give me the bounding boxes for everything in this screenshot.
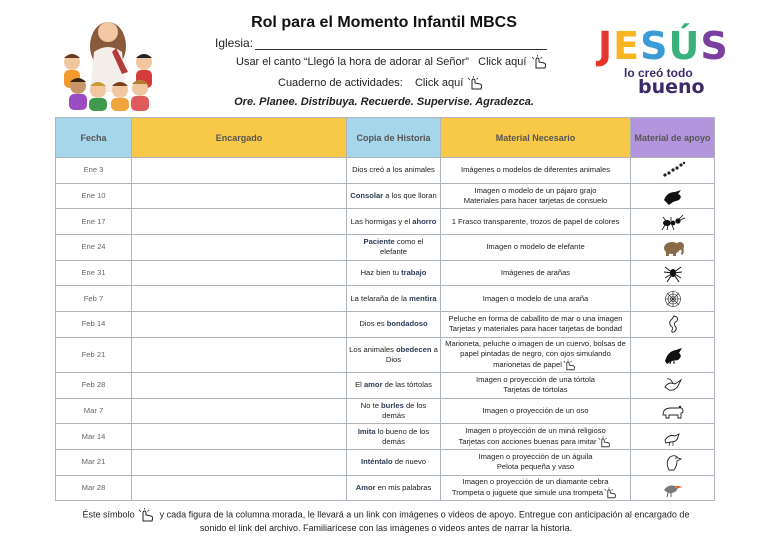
cell-encargado[interactable] bbox=[132, 372, 347, 398]
pointer-hand-icon[interactable] bbox=[466, 76, 486, 90]
cell-apoyo[interactable] bbox=[631, 398, 715, 424]
footer-pre: Éste símbolo bbox=[82, 509, 135, 520]
copia-pre: Las hormigas y el bbox=[350, 216, 413, 226]
cell-encargado[interactable] bbox=[132, 183, 347, 209]
cell-encargado[interactable] bbox=[132, 260, 347, 286]
copia-pre: No te bbox=[360, 400, 382, 410]
table-row bbox=[56, 235, 715, 261]
cell-encargado[interactable] bbox=[132, 312, 347, 338]
elephant-icon[interactable] bbox=[659, 237, 687, 257]
cell-material bbox=[441, 209, 631, 235]
cell-fecha: Feb 14 bbox=[56, 312, 132, 338]
table-row bbox=[56, 398, 715, 424]
cell-copia bbox=[347, 312, 441, 338]
material-line-1: Imagen o modelo de elefante bbox=[486, 242, 585, 252]
copia-keyword: Paciente bbox=[363, 237, 395, 247]
cuaderno-label: Cuaderno de actividades: bbox=[278, 76, 403, 89]
logo-line3: bueno bbox=[638, 76, 705, 98]
copia-keyword: Amor bbox=[355, 482, 376, 492]
raven-icon[interactable] bbox=[659, 345, 687, 365]
cell-fecha: Ene 31 bbox=[56, 260, 132, 286]
copia-keyword: bondadoso bbox=[386, 319, 428, 329]
cell-fecha: Mar 28 bbox=[56, 475, 132, 501]
table-row bbox=[56, 158, 715, 184]
material-line-1: Imágenes de arañas bbox=[500, 268, 571, 278]
material-line-1: 1 Frasco transparente, trozos de papel de colores bbox=[451, 216, 620, 226]
cell-apoyo[interactable] bbox=[631, 235, 715, 261]
table-row bbox=[56, 337, 715, 372]
copia-pre: Haz bien tu bbox=[360, 268, 402, 278]
cuaderno-link[interactable]: Click aquí bbox=[414, 76, 464, 89]
cell-encargado[interactable] bbox=[132, 475, 347, 501]
cell-copia bbox=[347, 398, 441, 424]
cell-fecha: Feb 7 bbox=[56, 286, 132, 312]
cell-material bbox=[441, 158, 631, 184]
copia-post: de las tórtolas bbox=[382, 380, 432, 390]
cell-apoyo[interactable] bbox=[631, 183, 715, 209]
cell-fecha: Mar 21 bbox=[56, 449, 132, 475]
copia-keyword: obedecen bbox=[396, 344, 432, 354]
table-row bbox=[56, 286, 715, 312]
pointer-hand-icon[interactable] bbox=[562, 359, 578, 371]
copia-keyword: trabajo bbox=[401, 268, 427, 278]
material-line-2: Trompeta o juguete que simule una trompeta bbox=[451, 487, 604, 497]
cell-encargado[interactable] bbox=[132, 398, 347, 424]
cell-fecha: Feb 28 bbox=[56, 372, 132, 398]
table-row bbox=[56, 312, 715, 338]
bird-icon[interactable] bbox=[659, 427, 687, 447]
cell-apoyo[interactable] bbox=[631, 372, 715, 398]
cell-material bbox=[441, 372, 631, 398]
cell-encargado[interactable] bbox=[132, 235, 347, 261]
spider-icon[interactable] bbox=[659, 263, 687, 283]
copia-pre: Dios es bbox=[359, 319, 387, 329]
cell-apoyo[interactable] bbox=[631, 209, 715, 235]
cell-fecha: Ene 3 bbox=[56, 158, 132, 184]
copia-post: en mis palabras bbox=[375, 482, 432, 492]
copia-keyword: Inténtalo bbox=[361, 457, 393, 467]
material-line-2: Materiales para hacer tarjetas de consuelo bbox=[463, 196, 608, 206]
cell-material bbox=[441, 475, 631, 501]
cell-copia bbox=[347, 209, 441, 235]
material-line-1: Peluche en forma de caballito de mar o una imagen bbox=[448, 314, 623, 324]
zebra-finch-icon[interactable] bbox=[659, 478, 687, 498]
material-line-1: Imagen o proyección de una tórtola bbox=[475, 375, 596, 385]
cuaderno-line bbox=[278, 76, 486, 90]
cell-encargado[interactable] bbox=[132, 158, 347, 184]
canto-line bbox=[236, 55, 550, 69]
table-row bbox=[56, 260, 715, 286]
col-header-material: Material Necesario bbox=[441, 118, 631, 158]
copia-pre: La telaraña de la bbox=[350, 293, 410, 303]
copia-keyword: amor bbox=[363, 380, 383, 390]
cell-copia bbox=[347, 449, 441, 475]
table-row bbox=[56, 183, 715, 209]
material-line-1: Imagen o proyección de un diamante cebra bbox=[462, 476, 609, 486]
cell-copia bbox=[347, 260, 441, 286]
eagle-icon[interactable] bbox=[659, 452, 687, 472]
copia-keyword: Consolar bbox=[350, 191, 384, 201]
cell-copia bbox=[347, 424, 441, 450]
footer-post: y cada figura de la columna morada, le llevará a un link con imágenes o videos de apoyo. Entregue con anticipación al encargado de sonido el link del archivo. Familiarícese con las imágenes o videos antes de narrar la historia. bbox=[159, 509, 690, 533]
cell-encargado[interactable] bbox=[132, 209, 347, 235]
cell-material bbox=[441, 235, 631, 261]
pointer-hand-icon bbox=[137, 508, 157, 522]
dove-icon[interactable] bbox=[659, 375, 687, 395]
cell-apoyo[interactable] bbox=[631, 475, 715, 501]
canto-link[interactable]: Click aquí bbox=[478, 55, 527, 68]
cell-copia bbox=[347, 183, 441, 209]
cell-material bbox=[441, 183, 631, 209]
copia-post: lo bueno de los demás bbox=[375, 426, 430, 446]
cell-material bbox=[441, 449, 631, 475]
material-line-2: Tarjetas y materiales para hacer tarjetas de bondad bbox=[448, 324, 623, 334]
cell-copia bbox=[347, 337, 441, 372]
cell-copia bbox=[347, 286, 441, 312]
table-row bbox=[56, 475, 715, 501]
col-header-fecha: Fecha bbox=[56, 118, 132, 158]
copia-post: a Dios bbox=[385, 344, 438, 364]
cell-apoyo[interactable] bbox=[631, 424, 715, 450]
ant-icon[interactable] bbox=[659, 212, 687, 232]
iglesia-blank bbox=[255, 37, 547, 50]
cell-material bbox=[441, 312, 631, 338]
material-line-2: Pelota pequeña y vaso bbox=[496, 462, 575, 472]
copia-pre: Dios creó a los animales bbox=[352, 165, 435, 175]
material-line-1: Imagen o proyección de un miná religioso bbox=[465, 425, 606, 435]
seahorse-icon[interactable] bbox=[659, 314, 687, 334]
material-line-1: Imagen o proyección de un águila bbox=[478, 452, 593, 462]
material-line-1: Imágenes o modelos de diferentes animales bbox=[460, 165, 610, 175]
motto: Ore. Planee. Distribuya. Recuerde. Supervise. Agradezca. bbox=[234, 96, 534, 108]
crow-icon[interactable] bbox=[659, 186, 687, 206]
copia-keyword: Imita bbox=[357, 426, 376, 436]
logo-line2: lo creó todo bbox=[624, 66, 693, 80]
col-header-apoyo: Material de apoyo bbox=[631, 118, 715, 158]
copia-post: a los que lloran bbox=[383, 191, 437, 201]
cell-fecha: Feb 21 bbox=[56, 337, 132, 372]
material-line-2: papel pintadas de negro, con ojos simulando bbox=[460, 348, 611, 358]
cell-apoyo[interactable] bbox=[631, 337, 715, 372]
pointer-hand-icon[interactable] bbox=[603, 487, 619, 499]
cell-fecha: Ene 10 bbox=[56, 183, 132, 209]
material-line-1: Imagen o modelo de una araña bbox=[482, 293, 589, 303]
col-header-copia: Copia de Historia bbox=[347, 118, 441, 158]
cell-apoyo[interactable] bbox=[631, 312, 715, 338]
pointer-hand-icon[interactable] bbox=[530, 55, 550, 69]
copia-pre: El bbox=[355, 380, 364, 390]
material-line-1: Marioneta, peluche o imagen de un cuervo, bolsas de bbox=[445, 338, 626, 348]
copia-pre: Los animales bbox=[349, 344, 397, 354]
cell-apoyo[interactable] bbox=[631, 158, 715, 184]
material-line-2: Tarjetas de tórtolas bbox=[503, 385, 568, 395]
cell-apoyo[interactable] bbox=[631, 449, 715, 475]
cell-encargado[interactable] bbox=[132, 449, 347, 475]
canto-text: Usar el canto “Llegó la hora de adorar al Señor” bbox=[236, 55, 469, 68]
logo-word: JESÚS bbox=[598, 24, 729, 68]
material-line-3: marionetas de papel bbox=[493, 359, 562, 369]
material-line-1: Imagen o proyección de un oso bbox=[482, 405, 589, 415]
material-line-1: Imagen o modelo de un pájaro grajo bbox=[474, 186, 597, 196]
bear-icon[interactable] bbox=[659, 401, 687, 421]
cell-apoyo[interactable] bbox=[631, 260, 715, 286]
table-row bbox=[56, 209, 715, 235]
iglesia-line bbox=[215, 36, 547, 50]
footer-note bbox=[76, 508, 696, 534]
iglesia-label: Iglesia: bbox=[215, 36, 254, 50]
table-row bbox=[56, 449, 715, 475]
cell-material bbox=[441, 286, 631, 312]
cell-fecha: Mar 14 bbox=[56, 424, 132, 450]
table-row bbox=[56, 372, 715, 398]
pointer-hand-icon[interactable] bbox=[597, 436, 613, 448]
cell-encargado[interactable] bbox=[132, 424, 347, 450]
cell-copia bbox=[347, 235, 441, 261]
cell-fecha: Ene 24 bbox=[56, 235, 132, 261]
copia-post: como el elefante bbox=[379, 237, 424, 257]
cell-fecha: Mar 7 bbox=[56, 398, 132, 424]
cell-material bbox=[441, 424, 631, 450]
copia-keyword: ahorro bbox=[412, 216, 437, 226]
spiderweb-icon[interactable] bbox=[659, 289, 687, 309]
material-line-2: Tarjetas con acciones buenas para imitar bbox=[458, 436, 597, 446]
cell-apoyo[interactable] bbox=[631, 286, 715, 312]
cell-material bbox=[441, 398, 631, 424]
cell-copia bbox=[347, 475, 441, 501]
cell-material bbox=[441, 337, 631, 372]
copia-keyword: burles bbox=[381, 400, 404, 410]
schedule-table bbox=[55, 117, 715, 501]
cell-copia bbox=[347, 158, 441, 184]
cell-encargado[interactable] bbox=[132, 286, 347, 312]
table-row bbox=[56, 424, 715, 450]
copia-keyword: mentira bbox=[409, 293, 437, 303]
page-title: Rol para el Momento Infantil MBCS bbox=[251, 14, 517, 31]
cell-encargado[interactable] bbox=[132, 337, 347, 372]
cell-copia bbox=[347, 372, 441, 398]
animal-tracks-icon[interactable] bbox=[659, 160, 687, 180]
cell-material bbox=[441, 260, 631, 286]
col-header-encargado: Encargado bbox=[132, 118, 347, 158]
jesus-logo bbox=[592, 24, 729, 98]
table-header-row bbox=[56, 118, 715, 158]
cell-fecha: Ene 17 bbox=[56, 209, 132, 235]
copia-post: de los demás bbox=[382, 400, 427, 420]
copia-post: de nuevo bbox=[392, 457, 426, 467]
